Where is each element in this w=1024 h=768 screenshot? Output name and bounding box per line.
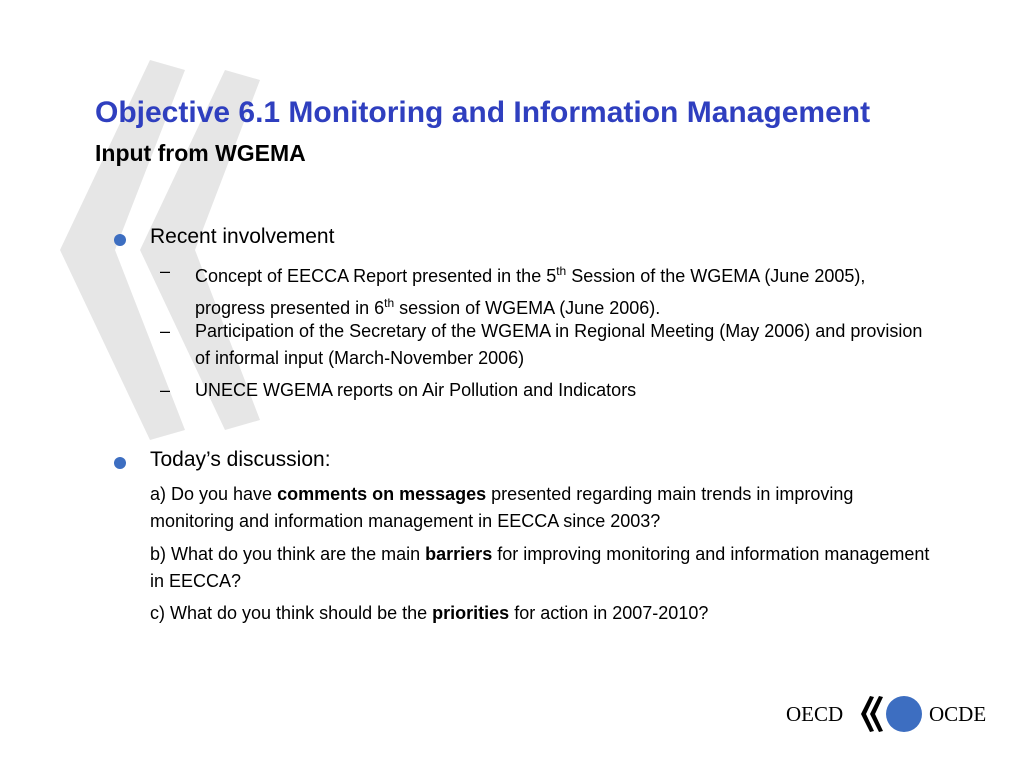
sub-item-2 xyxy=(160,318,935,372)
sub-item-1 xyxy=(160,258,935,318)
slide-title: Objective 6.1 Monitoring and Information Management xyxy=(95,96,871,129)
oecd-emblem-icon xyxy=(858,694,928,734)
sub-item-text: Concept of EECCA Report presented in the 5th Session of the WGEMA (June 2005), progress presented in 6th session of WGEMA (June 2006). xyxy=(195,264,866,318)
dash-marker: – xyxy=(160,380,171,400)
dash-marker: – xyxy=(160,261,171,281)
sub-item-text: UNECE WGEMA reports on Air Pollution and Indicators xyxy=(195,380,637,400)
logo-text-oecd: OECD xyxy=(786,702,844,726)
section-heading-todays-discussion: Today’s discussion: xyxy=(150,448,331,471)
dash-marker: – xyxy=(160,321,171,341)
bullet-dot xyxy=(114,234,126,246)
question-c: c) What do you think should be the priorities for action in 2007-2010? xyxy=(150,603,709,623)
bullet-dot xyxy=(114,457,126,469)
sub-item-text: Participation of the Secretary of the WGEMA in Regional Meeting (May 2006) and provision of informal input (March-November 2006) xyxy=(195,321,923,368)
logo-text-ocde: OCDE xyxy=(929,702,987,726)
sub-item-3 xyxy=(160,377,935,404)
question-b: b) What do you think are the main barriers for improving monitoring and information management in EECCA? xyxy=(150,544,930,591)
question-a: a) Do you have comments on messages presented regarding main trends in improving monitoring and information management in EECCA since 2003? xyxy=(150,484,854,531)
section-heading-recent-involvement: Recent involvement xyxy=(150,225,335,248)
slide-subtitle: Input from WGEMA xyxy=(95,140,306,166)
